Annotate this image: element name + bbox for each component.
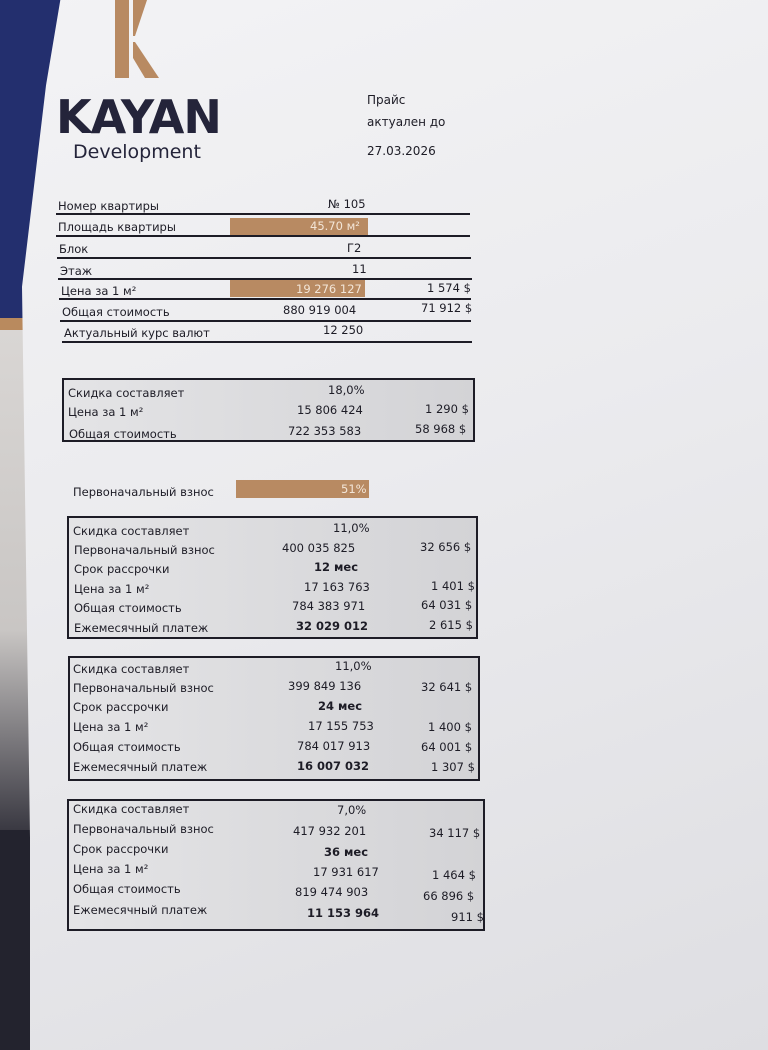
header-valid-until: актуален до — [367, 115, 446, 129]
plan-usd: 1 307 $ — [431, 760, 475, 774]
plan-label: Общая стоимость — [73, 882, 181, 896]
apt-label-rate: Актуальный курс валют — [64, 326, 210, 340]
apt-value-floor: 11 — [352, 262, 367, 276]
disc-value-2: 722 353 583 — [288, 424, 362, 438]
plan-value: 17 931 617 — [313, 865, 379, 879]
header-price-title: Прайс — [367, 93, 406, 107]
disc-label-0: Скидка составляет — [68, 386, 185, 400]
plan-label: Ежемесячный платеж — [73, 903, 208, 917]
plan-label: Срок рассрочки — [74, 562, 170, 576]
plan-usd: 1 401 $ — [431, 579, 475, 593]
plan-label: Общая стоимость — [74, 601, 182, 615]
plan-label: Срок рассрочки — [73, 700, 169, 714]
plan-usd: 34 117 $ — [429, 826, 481, 840]
plan-value: 7,0% — [337, 803, 367, 817]
plan-label: Первоначальный взнос — [73, 822, 214, 836]
plan-label: Срок рассрочки — [73, 842, 169, 856]
disc-value-0: 18,0% — [328, 383, 365, 397]
plan-label: Скидка составляет — [73, 662, 190, 676]
plan-value: 819 474 903 — [295, 885, 369, 899]
plan-label: Первоначальный взнос — [74, 543, 215, 557]
brand-name: KAYAN — [56, 90, 221, 144]
apt-value-number: № 105 — [328, 197, 366, 211]
plan-usd: 32 641 $ — [421, 680, 473, 694]
apt-label-price-sqm: Цена за 1 м² — [61, 284, 137, 298]
plan-label: Ежемесячный платеж — [73, 760, 208, 774]
plan-label: Скидка составляет — [73, 802, 190, 816]
plan-usd: 66 896 $ — [423, 889, 475, 903]
plan-value: 11,0% — [333, 521, 370, 535]
down-payment-label: Первоначальный взнос — [73, 485, 214, 499]
disc-label-2: Общая стоимость — [69, 427, 177, 441]
plan-usd: 2 615 $ — [429, 618, 473, 632]
plan-value: 36 мес — [324, 845, 369, 859]
disc-value-1: 15 806 424 — [297, 403, 363, 417]
divider — [62, 341, 472, 343]
apt-label-area: Площадь квартиры — [58, 220, 176, 234]
divider — [59, 298, 471, 300]
plan-usd: 32 656 $ — [420, 540, 472, 554]
plan-value: 17 155 753 — [308, 719, 374, 733]
disc-usd-1: 1 290 $ — [425, 402, 469, 416]
divider — [56, 213, 470, 215]
plan-value: 17 163 763 — [304, 580, 370, 594]
disc-usd-2: 58 968 $ — [415, 422, 467, 436]
plan-value: 784 017 913 — [297, 739, 371, 753]
divider — [56, 235, 470, 237]
divider — [57, 257, 471, 259]
plan-value: 784 383 971 — [292, 599, 366, 613]
kayan-logo-icon — [113, 0, 163, 80]
plan-usd: 1 464 $ — [432, 868, 476, 882]
plan-value: 11 153 964 — [307, 906, 380, 920]
apt-label-block: Блок — [59, 242, 89, 256]
plan-value: 11,0% — [335, 659, 372, 673]
plan-value: 12 мес — [314, 560, 359, 574]
apt-value-block: Г2 — [347, 241, 362, 255]
plan-value: 400 035 825 — [282, 541, 356, 555]
plan-label: Первоначальный взнос — [73, 681, 214, 695]
apt-label-floor: Этаж — [60, 264, 93, 278]
apt-usd-price-sqm: 1 574 $ — [427, 281, 471, 295]
plan-value: 32 029 012 — [296, 619, 369, 633]
apt-label-number: Номер квартиры — [58, 199, 160, 213]
plan-label: Скидка составляет — [73, 524, 190, 538]
apt-value-price-sqm: 19 276 127 — [296, 282, 362, 296]
plan-value: 399 849 136 — [288, 679, 362, 693]
apt-value-total: 880 919 004 — [283, 303, 357, 317]
plan-label: Общая стоимость — [73, 740, 181, 754]
plan-usd: 64 001 $ — [421, 740, 473, 754]
plan-label: Ежемесячный платеж — [74, 621, 209, 635]
down-payment-value: 51% — [341, 482, 367, 496]
plan-value: 16 007 032 — [297, 759, 370, 773]
plan-usd: 1 400 $ — [428, 720, 472, 734]
brand-subtitle: Development — [73, 141, 201, 163]
plan-value: 417 932 201 — [293, 824, 367, 838]
apt-label-total: Общая стоимость — [62, 305, 170, 319]
plan-usd: 911 $ — [451, 910, 484, 924]
plan-usd: 64 031 $ — [421, 598, 473, 612]
divider — [58, 278, 472, 280]
disc-label-1: Цена за 1 м² — [68, 405, 144, 419]
divider — [60, 320, 471, 322]
plan-label: Цена за 1 м² — [74, 582, 150, 596]
header-date: 27.03.2026 — [367, 144, 436, 158]
plan-label: Цена за 1 м² — [73, 862, 149, 876]
plan-label: Цена за 1 м² — [73, 720, 149, 734]
apt-value-area: 45.70 м² — [310, 219, 360, 233]
apt-usd-total: 71 912 $ — [421, 301, 473, 315]
plan-value: 24 мес — [318, 699, 363, 713]
apt-value-rate: 12 250 — [323, 323, 364, 337]
